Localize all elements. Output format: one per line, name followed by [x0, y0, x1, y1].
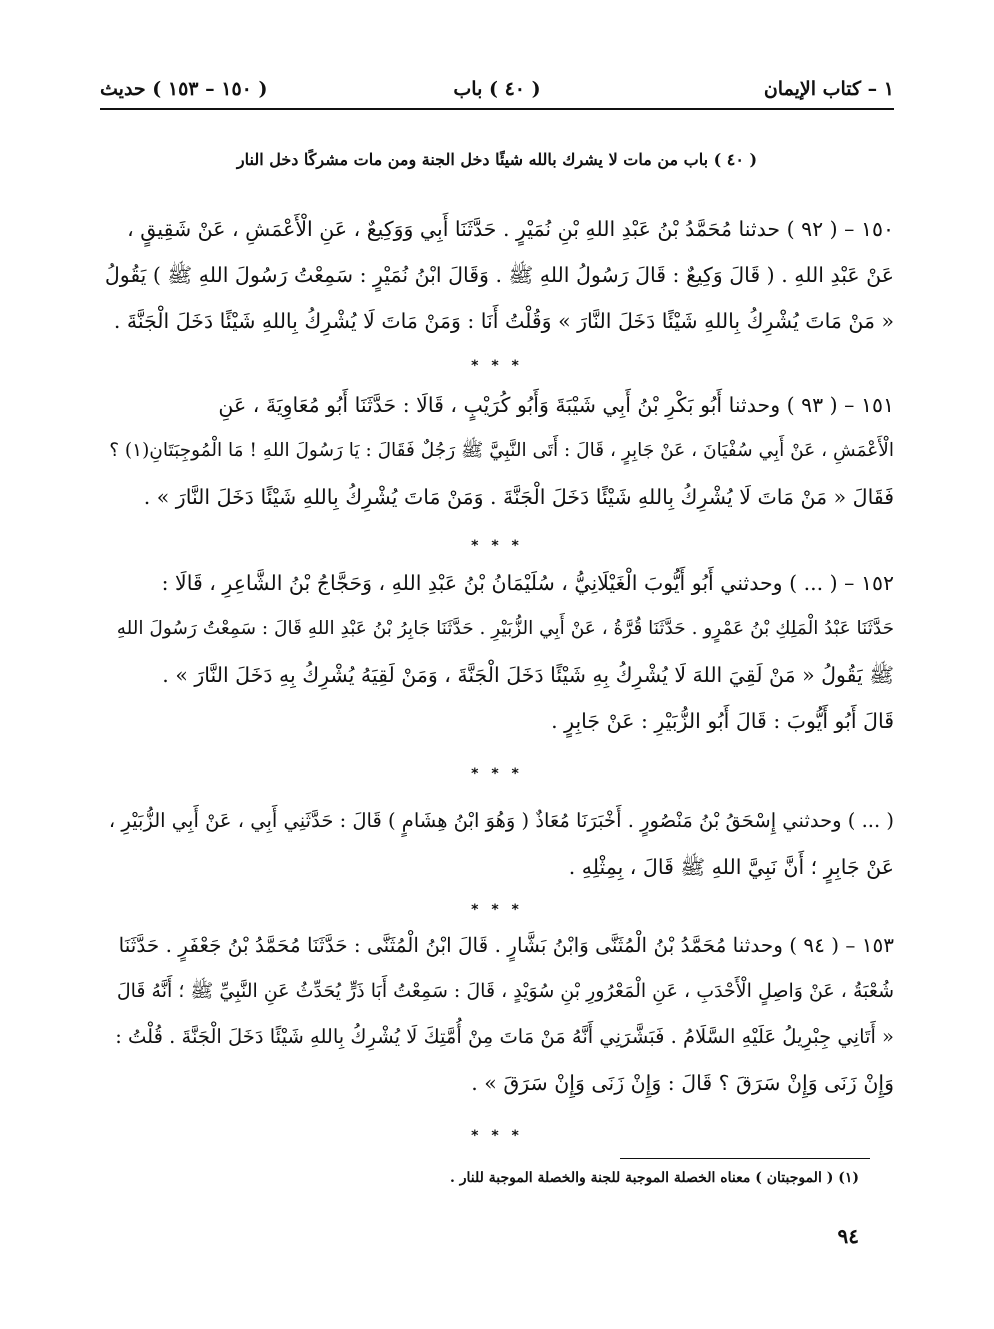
separator: * * *: [471, 1128, 523, 1144]
hadith-line: ١٥١ – ( ٩٣ ) وحدثنا أَبُو بَكْرِ بْنُ أَبِي شَيْبَةَ وَأَبُو كُرَيْبٍ ، قَالَا : حَدَّثَنَا أَبُو مُعَاوِيَةَ ، عَنِ: [218, 393, 894, 417]
hadith-152: [100, 560, 894, 744]
chapter-title: ( ٤٠ ) باب من مات لا يشرك بالله شيئًا دخل الجنة ومن مات مشركًا دخل النار: [236, 150, 758, 169]
separator: * * *: [471, 766, 523, 782]
hadith-line: حَدَّثَنَا عَبْدُ الْمَلِكِ بْنُ عَمْرٍو . حَدَّثَنَا قُرَّةُ ، عَنْ أَبِي الزُّبَيْرِ . حَدَّثَنَا جَابِرُ بْنُ عَبْدِ اللهِ قَالَ : سَمِعْتُ رَسُولَ اللهِ: [116, 618, 894, 639]
hadith-152-variant: [100, 798, 894, 890]
hadith-line: ﷺ يَقُولُ « مَنْ لَقِيَ اللهَ لَا يُشْرِكُ بِهِ شَيْئًا دَخَلَ الْجَنَّةَ ، وَمَنْ لَقِيَهُ يُشْرِكُ بِهِ دَخَلَ النَّارَ » .: [162, 663, 894, 687]
footnote-rule: [620, 1158, 870, 1159]
separator: * * *: [471, 902, 523, 918]
hadith-line: ١٥٢ – ( ... ) وحدثني أَبُو أَيُّوبَ الْغَيْلَانِيُّ ، سُلَيْمَانُ بْنُ عَبْدِ اللهِ ، وَحَجَّاجُ بْنُ الشَّاعِرِ ، قَالَا :: [161, 571, 894, 595]
page-number: ٩٤: [837, 1224, 859, 1248]
chapter-label: ( ٤٠ ) باب: [453, 78, 541, 100]
header-rule: [100, 108, 894, 110]
hadith-line: « أَتَانِي جِبْرِيلُ عَلَيْهِ السَّلَامُ . فَبَشَّرَنِي أَنَّهُ مَنْ مَاتَ مِنْ أُمَّتِكَ لَا يُشْرِكُ بِاللهِ شَيْئًا دَخَلَ الْجَنَّةَ . قُلْتُ :: [115, 1025, 894, 1048]
hadith-range: ( ١٥٠ – ١٥٣ ) حديث: [100, 78, 268, 100]
hadith-line: ١٥٣ – ( ٩٤ ) وحدثنا مُحَمَّدُ بْنُ الْمُثَنَّى وَابْنُ بَشَّارٍ . قَالَ ابْنُ الْمُثَنَّى : حَدَّثَنَا مُحَمَّدُ بْنُ جَعْفَرٍ . حَدَّثَنَا: [118, 933, 894, 957]
hadith-line: « مَنْ مَاتَ يُشْرِكُ بِاللهِ شَيْئًا دَخَلَ النَّارَ » وَقُلْتُ أَنَا : وَمَنْ مَاتَ لَا يُشْرِكُ بِاللهِ شَيْئًا دَخَلَ الْجَنَّةَ .: [113, 309, 894, 333]
hadith-line: وَإِنْ زَنَى وَإِنْ سَرَقَ ؟ قَالَ : وَإِنْ زَنَى وَإِنْ سَرَقَ » .: [471, 1071, 894, 1095]
footnote: (١) ( الموجبتان ) معناه الخصلة الموجبة للجنة والخصلة الموجبة للنار .: [450, 1170, 859, 1186]
book-title: ١ – كتاب الإيمان: [763, 78, 894, 100]
hadith-line: عَنْ عَبْدِ اللهِ . ( قَالَ وَكِيعٌ : قَالَ رَسُولُ اللهِ ﷺ . وَقَالَ ابْنُ نُمَيْرٍ : سَمِعْتُ رَسُولَ اللهِ ﷺ ) يَقُولُ: [104, 263, 894, 287]
hadith-line: فَقَالَ « مَنْ مَاتَ لَا يُشْرِكُ بِاللهِ شَيْئًا دَخَلَ الْجَنَّةَ . وَمَنْ مَاتَ يُشْرِكُ بِاللهِ شَيْئًا دَخَلَ النَّارَ » .: [143, 485, 894, 509]
separator: * * *: [471, 358, 523, 374]
hadith-line: شُعْبَةُ ، عَنْ وَاصِلٍ الْأَحْدَبِ ، عَنِ الْمَعْرُورِ بْنِ سُوَيْدٍ ، قَالَ : سَمِعْتُ أَبَا ذَرٍّ يُحَدِّثُ عَنِ النَّبِيِّ ﷺ ؛ أَنَّهُ قَالَ: [116, 980, 894, 1002]
hadith-line: ( ... ) وحدثني إِسْحَقُ بْنُ مَنْصُورٍ . أَخْبَرَنَا مُعَاذٌ ( وَهُوَ ابْنُ هِشَامٍ ) قَالَ : حَدَّثَنِي أَبِي ، عَنْ أَبِي الزُّبَيْرِ ،: [108, 809, 894, 832]
separator: * * *: [471, 538, 523, 554]
hadith-line: الْأَعْمَشِ ، عَنْ أَبِي سُفْيَانَ ، عَنْ جَابِرٍ ، قَالَ : أَتَى النَّبِيَّ ﷺ رَجُلٌ فَقَالَ : يَا رَسُولَ اللهِ ! مَا الْمُوجِبَتَانِ(١) ؟: [109, 440, 894, 461]
hadith-153: [100, 922, 894, 1106]
hadith-line: قَالَ أَبُو أَيُّوبَ : قَالَ أَبُو الزُّبَيْرِ : عَنْ جَابِرٍ .: [551, 709, 894, 733]
hadith-151: [100, 382, 894, 520]
hadith-line: ١٥٠ – ( ٩٢ ) حدثنا مُحَمَّدُ بْنُ عَبْدِ اللهِ بْنِ نُمَيْرٍ . حَدَّثَنَا أَبِي وَوَكِيعٌ ، عَنِ الْأَعْمَشِ ، عَنْ شَقِيقٍ ،: [127, 217, 894, 241]
hadith-line: عَنْ جَابِرٍ ؛ أَنَّ نَبِيَّ اللهِ ﷺ قَالَ ، بِمِثْلِهِ .: [568, 855, 894, 879]
hadith-150: [100, 206, 894, 344]
running-header: [100, 70, 894, 110]
